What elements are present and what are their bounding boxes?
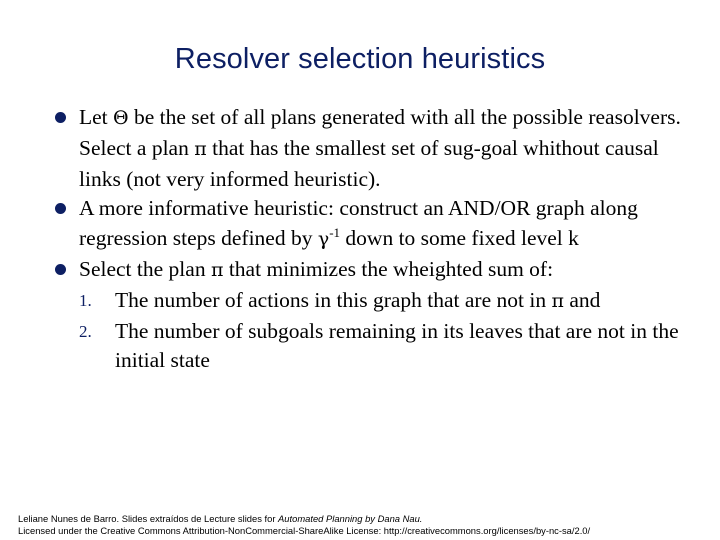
- bullet-item: [54, 255, 694, 376]
- footer-license: Licensed under the Creative Commons Attribution-NonCommercial-ShareAlike License: http://creativecommons.org/licenses/by-nc-sa/2.0/: [18, 524, 591, 536]
- bullet-dot-icon: [55, 203, 66, 214]
- footer-credits: [18, 513, 590, 536]
- slide-content: [54, 103, 694, 376]
- list-number: 1.: [79, 290, 92, 310]
- bullet-dot-icon: [55, 264, 66, 275]
- theta-symbol: Θ: [113, 107, 129, 129]
- bullet-text: Select the plan: [79, 256, 211, 281]
- numbered-list: [79, 286, 694, 376]
- bullet-text: A more informative heuristic: construct an AND/OR graph along regression steps defined by: [79, 196, 638, 251]
- bullet-text: that has the smallest set of sug-goal whithout causal links (not very informed heuristic).: [79, 135, 659, 191]
- footer-source: Automated Planning by Dana Nau.: [278, 513, 423, 524]
- numbered-text: and: [563, 287, 601, 312]
- numbered-item: [79, 317, 694, 377]
- bullet-text: that minimizes the wheighted sum of:: [223, 256, 554, 281]
- numbered-text: The number of subgoals remaining in its leaves that are not in the initial state: [115, 318, 679, 373]
- superscript: -1: [329, 225, 341, 241]
- bullet-item: [54, 194, 694, 255]
- pi-symbol: π: [210, 258, 224, 281]
- numbered-item: [79, 286, 694, 317]
- bullet-text: Let: [79, 105, 114, 129]
- footer-attribution: Leliane Nunes de Barro. Slides extraídos de Lecture slides for: [18, 513, 279, 524]
- list-number: 2.: [79, 321, 92, 341]
- footer-line-1: [18, 513, 590, 525]
- pi-symbol: π: [551, 289, 564, 312]
- bullet-item: [54, 103, 694, 194]
- bullet-text: down to some fixed level k: [340, 226, 579, 251]
- pi-symbol: π: [194, 137, 207, 160]
- gamma-symbol: γ: [317, 228, 330, 251]
- bullet-dot-icon: [55, 112, 66, 123]
- slide-title: Resolver selection heuristics: [174, 43, 546, 75]
- numbered-text: The number of actions in this graph that are not in: [115, 287, 552, 312]
- bullet-text: be the set of all plans generated with all the possible reasolvers. Select a plan: [79, 105, 681, 160]
